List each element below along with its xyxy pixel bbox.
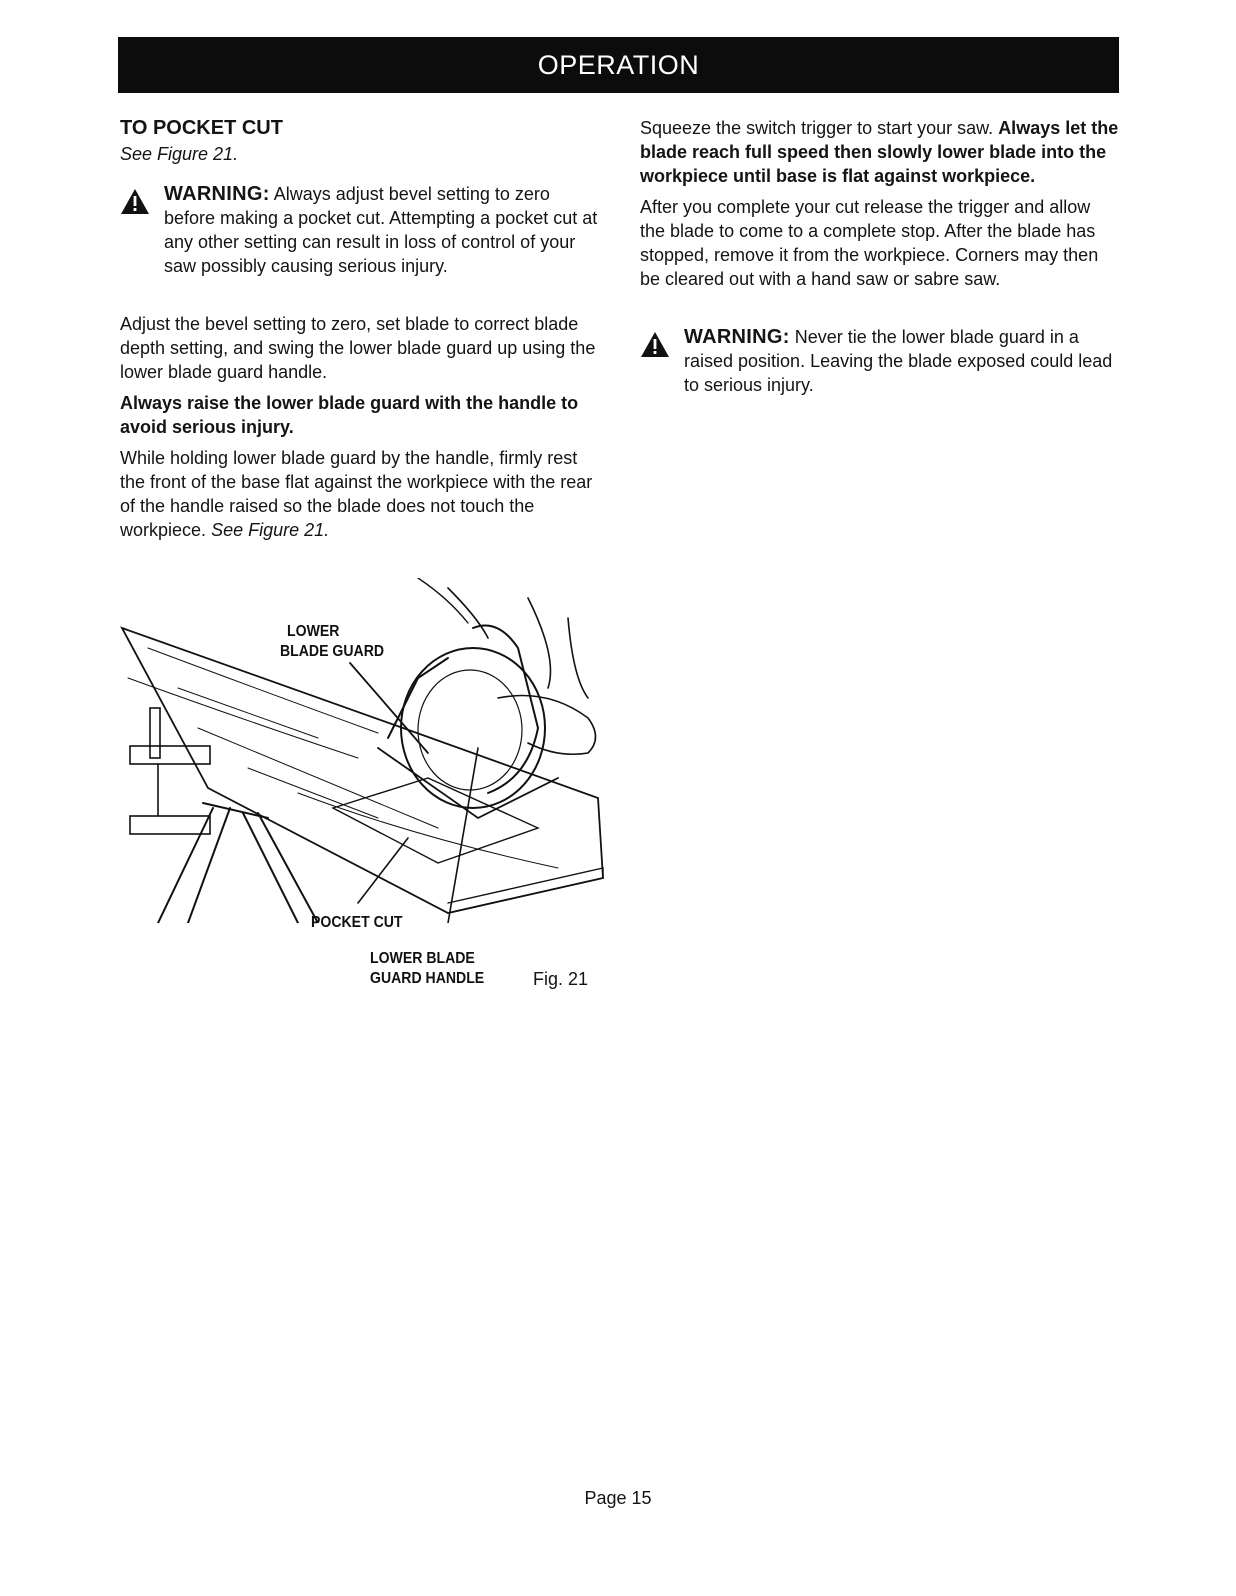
warning-text: Never tie the lower blade guard in a raised position. Leaving the blade exposed could lead to serious injury. — [684, 327, 1113, 395]
label-line: LOWER — [287, 623, 340, 640]
paragraph — [120, 446, 600, 542]
label-line: LOWER BLADE — [370, 950, 475, 967]
page-number: Page 15 — [584, 1488, 652, 1508]
bold-caution: Always raise the lower blade guard with the handle to avoid serious injury. — [120, 393, 579, 437]
warning-icon — [640, 331, 670, 358]
warning-label: WARNING: — [164, 183, 270, 205]
section-title: OPERATION — [537, 49, 700, 80]
warning-icon — [120, 188, 150, 215]
warning-label: WARNING: — [684, 326, 790, 348]
paragraph-text: While holding lower blade guard by the handle, firmly rest the front of the base flat against the workpiece with the rear of the handle raised so the blade does not touch the workpiece. — [120, 448, 593, 540]
figure-21 — [118, 578, 608, 931]
lower-blade-guard-label — [280, 622, 384, 662]
figure-caption: Fig. 21 — [533, 969, 589, 989]
lower-blade-guard-handle-label — [370, 949, 484, 989]
label-line: GUARD HANDLE — [370, 970, 485, 987]
paragraph — [640, 116, 1120, 188]
pocket-cut-heading: TO POCKET CUT — [120, 117, 283, 139]
bold-instruction: Always let the blade reach full speed then slowly lower blade into the workpiece until base is flat against workpiece. — [640, 118, 1119, 186]
pocket-cut-label: POCKET CUT — [311, 914, 403, 931]
left-column — [120, 116, 600, 542]
paragraph: After you complete your cut release the trigger and allow the blade to come to a complete stop. After the blade has stopped, remove it from the workpiece. Corners may then be cleared out with a hand saw or sabre saw. — [640, 197, 1099, 289]
section-banner — [118, 37, 1119, 93]
label-line: BLADE GUARD — [280, 643, 385, 660]
paragraph: Adjust the bevel setting to zero, set blade to correct blade depth setting, and swing the lower blade guard up using the lower blade guard handle. — [120, 314, 596, 382]
figure-ref: See Figure 21. — [211, 520, 330, 540]
warning-text: Always adjust bevel setting to zero before making a pocket cut. Attempting a pocket cut at any other setting can result in loss of control of your saw possibly causing serious injury. — [164, 184, 598, 276]
paragraph-text: Squeeze the switch trigger to start your saw. — [640, 118, 994, 138]
warning-block — [640, 325, 1120, 397]
right-column — [640, 116, 1120, 397]
warning-block — [120, 182, 600, 278]
see-figure-ref: See Figure 21. — [120, 144, 239, 164]
